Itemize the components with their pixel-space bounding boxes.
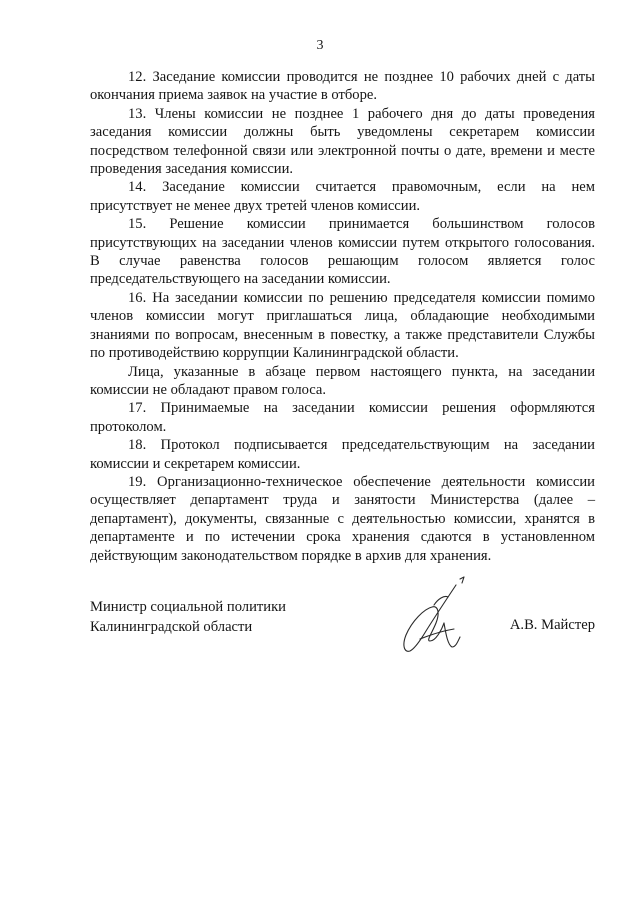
signer-name: А.В. Майстер: [509, 617, 595, 633]
signer-title-line2: Калининградской области: [90, 619, 253, 635]
scan-edge-mark: [628, 400, 636, 436]
page-number: 3: [316, 38, 324, 53]
paragraph-14: 14. Заседание комиссии считается правомочным, если на нем присутствует не менее двух третей членов комиссии.: [90, 179, 595, 214]
paragraph-18: 18. Протокол подписывается председательствующим на заседании комиссии и секретарем комиссии.: [90, 437, 595, 472]
paragraph-19: 19. Организационно-техническое обеспечение деятельности комиссии осуществляет департамент труда и занятости Министерства (далее – департамент), документы, связанные с деятельностью комиссии, хранятся в департаменте и по истечении срока хранения сдаются в установленном действующим законодательством порядке в архив для хранения.: [90, 473, 595, 564]
paragraph-15: 15. Решение комиссии принимается большинством голосов присутствующих на заседании членов комиссии путем открытого голосования. В случае равенства голосов решающим голосом является голос председательствующего на заседании комиссии.: [90, 216, 595, 288]
signature-block: [90, 593, 595, 673]
paragraph-12: 12. Заседание комиссии проводится не позднее 10 рабочих дней с даты окончания приема заявок на участие в отборе.: [90, 69, 595, 104]
handwritten-signature-icon: [390, 575, 480, 665]
paragraph-13: 13. Члены комиссии не позднее 1 рабочего дня до даты проведения заседания комиссии должны быть уведомлены секретарем комиссии посредством телефонной связи или электронной почты о дате, времени и месте проведения заседания комиссии.: [90, 105, 595, 178]
paragraph-16: 16. На заседании комиссии по решению председателя комиссии помимо членов комиссии могут приглашаться лица, обладающие необходимыми знаниями по вопросам, внесенным в повестку, а также представители Службы по противодействию коррупции Калининградской области.: [90, 289, 595, 362]
signer-title: [90, 597, 286, 637]
paragraph-16-note: Лица, указанные в абзаце первом настоящего пункта, на заседании комиссии не обладают правом голоса.: [90, 363, 595, 398]
paragraph-17: 17. Принимаемые на заседании комиссии решения оформляются протоколом.: [90, 400, 595, 435]
signer-title-line1: Министр социальной политики: [90, 599, 286, 615]
document-body: [90, 68, 595, 565]
